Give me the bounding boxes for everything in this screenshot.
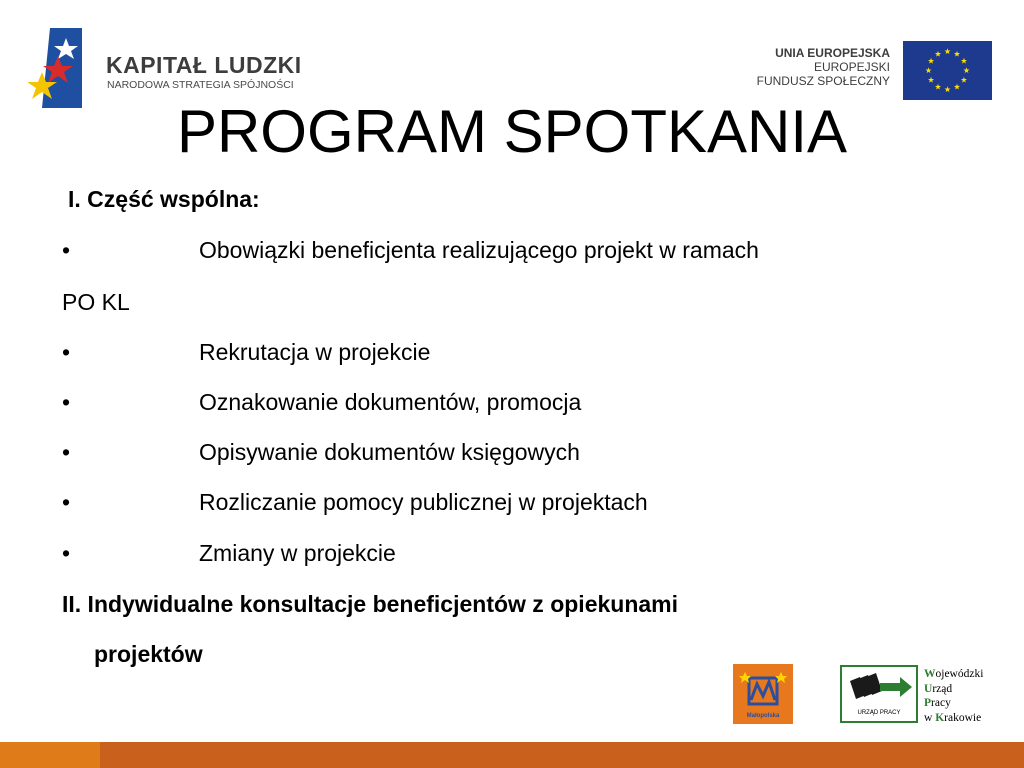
malopolska-logo	[733, 664, 793, 724]
wup-line: Wojewódzki	[924, 668, 984, 680]
bullet: •	[62, 489, 71, 515]
page-title: PROGRAM SPOTKANIA	[176, 98, 848, 165]
list-item-text: Opisywanie dokumentów księgowych	[199, 439, 580, 465]
bullet: •	[62, 540, 71, 566]
eu-logo-text	[757, 46, 890, 88]
wup-line: Urząd	[924, 682, 953, 695]
footer-bar-accent	[0, 742, 100, 768]
eu-logo-line3: FUNDUSZ SPOŁECZNY	[756, 74, 890, 88]
list-item	[62, 539, 962, 567]
footer-bar	[100, 742, 1024, 768]
eu-logo-line2: EUROPEJSKI	[813, 60, 890, 74]
bullet: •	[62, 389, 71, 415]
section2-line1: II. Indywidualne konsultacje beneficjentów z opiekunami	[62, 591, 679, 617]
malopolska-label: Małopolska	[746, 713, 780, 719]
list-item-text: Rozliczanie pomocy publicznej w projektach	[199, 489, 648, 515]
list-item-continuation: PO KL	[62, 289, 130, 315]
wup-line: w Krakowie	[924, 711, 982, 724]
wup-logo-icon	[840, 665, 918, 723]
wup-logo-text	[924, 667, 983, 725]
list-item-text: Oznakowanie dokumentów, promocja	[199, 389, 582, 415]
bullet: •	[62, 339, 71, 365]
list-item-text: Obowiązki beneficjenta realizującego projekt w ramach	[199, 237, 759, 263]
list-item	[62, 236, 962, 264]
section2-line2: projektów	[94, 641, 203, 667]
eu-flag-icon	[903, 41, 992, 100]
eu-logo-line1: UNIA EUROPEJSKA	[775, 46, 890, 60]
wup-box-label: URZĄD PRACY	[857, 710, 901, 716]
wup-line: Pracy	[924, 697, 951, 709]
section1-heading: I. Część wspólna:	[68, 186, 260, 212]
kl-logo-title: KAPITAŁ LUDZKI	[106, 52, 302, 78]
list-item	[62, 438, 962, 466]
list-item-text: Rekrutacja w projekcie	[199, 339, 431, 365]
list-item-text: Zmiany w projekcie	[199, 540, 396, 566]
list-item	[62, 488, 962, 516]
list-item	[62, 388, 962, 416]
kl-logo-subtitle: NARODOWA STRATEGIA SPÓJNOŚCI	[107, 79, 294, 91]
bullet: •	[62, 439, 71, 465]
list-item	[62, 338, 962, 366]
bullet: •	[62, 237, 71, 263]
